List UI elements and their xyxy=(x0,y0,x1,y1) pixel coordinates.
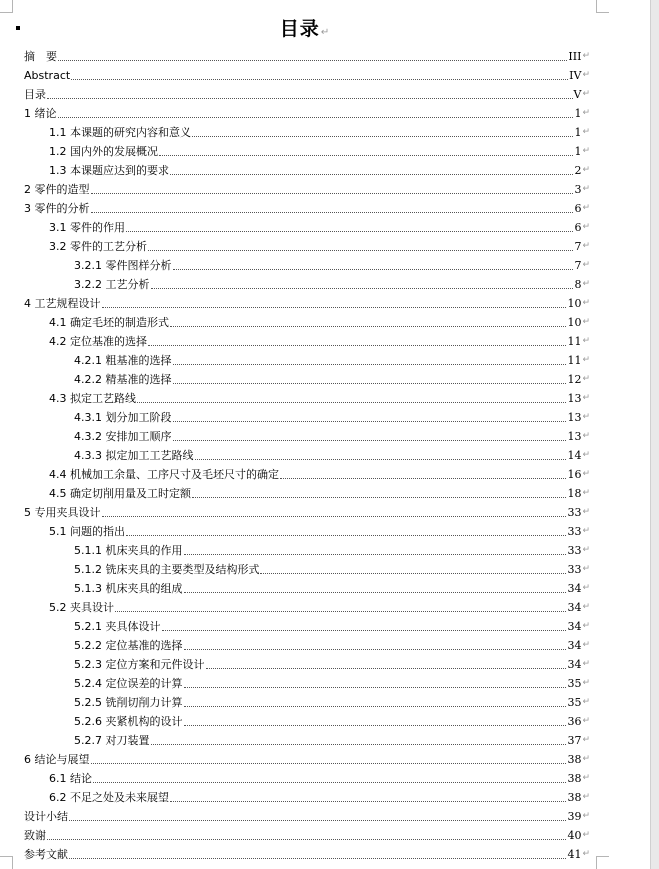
toc-entry[interactable] xyxy=(24,617,590,636)
toc-entry[interactable] xyxy=(24,161,590,180)
toc-dot-leader xyxy=(184,724,567,726)
toc-dot-leader xyxy=(91,211,574,213)
toc-entry[interactable] xyxy=(24,446,590,465)
toc-entry-label[interactable]: 3.2 零件的工艺分析 xyxy=(49,240,147,253)
toc-entry-label[interactable]: 3 零件的分析 xyxy=(24,202,90,215)
toc-entry[interactable] xyxy=(24,389,590,408)
toc-entry[interactable] xyxy=(24,427,590,446)
toc-entry[interactable] xyxy=(24,579,590,598)
toc-dot-leader xyxy=(173,382,567,384)
toc-dot-leader xyxy=(184,591,567,593)
paragraph-mark-icon: ↵ xyxy=(582,431,590,441)
toc-entry[interactable] xyxy=(24,712,590,731)
toc-page-number[interactable]: 33 xyxy=(567,525,582,538)
toc-entry[interactable] xyxy=(24,313,590,332)
toc-page-number[interactable]: 6 xyxy=(574,202,582,215)
toc-page-number[interactable]: 36 xyxy=(567,715,582,728)
toc-dot-leader xyxy=(69,819,566,821)
toc-entry[interactable] xyxy=(24,275,590,294)
toc-entry-label[interactable]: 4.5 确定切削用量及工时定额 xyxy=(49,487,191,500)
toc-page-number[interactable]: 10 xyxy=(567,316,582,329)
toc-dot-leader xyxy=(126,230,573,232)
toc-entry-label[interactable]: 2 零件的造型 xyxy=(24,183,90,196)
toc-page-number[interactable]: 37 xyxy=(567,734,582,747)
toc-entry[interactable] xyxy=(24,522,590,541)
toc-page-number[interactable]: 38 xyxy=(567,753,582,766)
toc-dot-leader xyxy=(47,838,566,840)
toc-entry[interactable] xyxy=(24,294,590,313)
toc-entry-label[interactable]: 5.2.2 定位基准的选择 xyxy=(74,639,183,652)
paragraph-mark-icon: ↵ xyxy=(582,279,590,289)
paragraph-mark-icon: ↵ xyxy=(582,146,590,156)
toc-dot-leader xyxy=(58,116,574,118)
toc-entry-label[interactable]: 5.2.4 定位误差的计算 xyxy=(74,677,183,690)
toc-entry-label[interactable]: 4.3.1 划分加工阶段 xyxy=(74,411,172,424)
toc-entry[interactable] xyxy=(24,332,590,351)
toc-entry[interactable] xyxy=(24,693,590,712)
toc-entry[interactable] xyxy=(24,408,590,427)
toc-entry-label[interactable]: 致谢 xyxy=(24,829,46,842)
toc-dot-leader xyxy=(93,781,566,783)
toc-entry-label[interactable]: 5.2.1 夹具体设计 xyxy=(74,620,161,633)
toc-entry-label[interactable]: 4.2 定位基准的选择 xyxy=(49,335,147,348)
toc-dot-leader xyxy=(173,439,567,441)
toc-page-number[interactable]: 14 xyxy=(567,449,582,462)
toc-dot-leader xyxy=(170,800,566,802)
toc-page-number[interactable]: 33 xyxy=(567,563,582,576)
paragraph-mark-icon: ↵ xyxy=(582,127,590,137)
paragraph-mark-icon: ↵ xyxy=(582,374,590,384)
paragraph-mark-icon: ↵ xyxy=(582,298,590,308)
toc-entry[interactable] xyxy=(24,351,590,370)
toc-page-number[interactable]: 34 xyxy=(567,601,582,614)
toc-page-number[interactable]: III xyxy=(568,50,582,63)
toc-dot-leader xyxy=(126,534,566,536)
toc-entry[interactable] xyxy=(24,541,590,560)
crop-mark-top-left xyxy=(0,0,13,13)
toc-entry[interactable] xyxy=(24,237,590,256)
toc-entry[interactable] xyxy=(24,123,590,142)
toc-dot-leader xyxy=(69,857,566,859)
toc-page-number[interactable]: 34 xyxy=(567,658,582,671)
toc-entry-label[interactable]: 5.1.3 机床夹具的组成 xyxy=(74,582,183,595)
toc-entry[interactable] xyxy=(24,560,590,579)
toc-entry[interactable] xyxy=(24,731,590,750)
toc-dot-leader xyxy=(91,192,574,194)
toc-entry-label[interactable]: 4.2.1 粗基准的选择 xyxy=(74,354,172,367)
toc-entry[interactable] xyxy=(24,503,590,522)
toc-entry-label[interactable]: 5.1 问题的指出 xyxy=(49,525,125,538)
toc-dot-leader xyxy=(137,401,566,403)
paragraph-mark-icon: ↵ xyxy=(582,773,590,783)
toc-entry[interactable] xyxy=(24,807,590,826)
page-title-text[interactable]: 目录 xyxy=(279,18,320,40)
toc-entry-label[interactable]: 4.3.3 拟定加工工艺路线 xyxy=(74,449,194,462)
toc-page-number[interactable]: 2 xyxy=(574,164,582,177)
toc-dot-leader xyxy=(173,420,567,422)
toc-entry-label[interactable]: 5 专用夹具设计 xyxy=(24,506,101,519)
toc-page-number[interactable]: 11 xyxy=(567,335,582,348)
toc-entry-label[interactable]: Abstract xyxy=(24,69,71,82)
paragraph-mark-icon: ↵ xyxy=(582,621,590,631)
toc-page-number[interactable]: 8 xyxy=(574,278,582,291)
toc-dot-leader xyxy=(184,686,567,688)
toc-page-number[interactable]: 16 xyxy=(567,468,582,481)
paragraph-mark-icon: ↵ xyxy=(582,222,590,232)
toc-entry-label[interactable]: 5.2.7 对刀装置 xyxy=(74,734,150,747)
toc-page-number[interactable]: 13 xyxy=(567,411,582,424)
toc-dot-leader xyxy=(173,268,574,270)
toc-page-number[interactable]: 33 xyxy=(567,506,582,519)
toc-page-number[interactable]: 1 xyxy=(574,107,582,120)
toc-dot-leader xyxy=(148,249,573,251)
toc-page-number[interactable]: 39 xyxy=(567,810,582,823)
paragraph-mark-icon: ↵ xyxy=(582,469,590,479)
toc-entry-label[interactable]: 1.3 本课题应达到的要求 xyxy=(49,164,169,177)
toc-entry-label[interactable]: 4 工艺规程设计 xyxy=(24,297,101,310)
crop-mark-top-right xyxy=(596,0,609,13)
paragraph-mark-icon: ↵ xyxy=(320,27,331,38)
paragraph-mark-icon: ↵ xyxy=(582,564,590,574)
toc-dot-leader xyxy=(184,553,567,555)
toc-page-number[interactable]: 7 xyxy=(574,259,582,272)
toc-dot-leader xyxy=(170,325,566,327)
paragraph-mark-icon: ↵ xyxy=(582,317,590,327)
toc-entry-label[interactable]: 6 结论与展望 xyxy=(24,753,90,766)
paragraph-mark-icon: ↵ xyxy=(582,830,590,840)
paragraph-mark-icon: ↵ xyxy=(582,260,590,270)
toc-page-number[interactable]: 41 xyxy=(567,848,582,861)
toc-dot-leader xyxy=(192,135,573,137)
paragraph-mark-icon: ↵ xyxy=(582,716,590,726)
toc-entry[interactable] xyxy=(24,199,590,218)
paragraph-mark-icon: ↵ xyxy=(582,735,590,745)
toc-entry-label[interactable]: 设计小结 xyxy=(24,810,68,823)
paragraph-mark-icon: ↵ xyxy=(582,659,590,669)
paragraph-mark-icon: ↵ xyxy=(582,545,590,555)
paragraph-mark-icon: ↵ xyxy=(582,393,590,403)
toc-dot-leader xyxy=(195,458,567,460)
toc-page-number[interactable]: 3 xyxy=(574,183,582,196)
paragraph-mark-icon: ↵ xyxy=(582,640,590,650)
toc-page-number[interactable]: 38 xyxy=(567,791,582,804)
toc-entry[interactable] xyxy=(24,256,590,275)
toc-entry-label[interactable]: 3.1 零件的作用 xyxy=(49,221,125,234)
crop-mark-bottom-right xyxy=(596,856,609,869)
toc-entry-label[interactable]: 4.3.2 安排加工顺序 xyxy=(74,430,172,443)
toc-entry-label[interactable]: 5.2.3 定位方案和元件设计 xyxy=(74,658,205,671)
toc-entry-label[interactable]: 4.3 拟定工艺路线 xyxy=(49,392,136,405)
toc-page-number[interactable]: 10 xyxy=(567,297,582,310)
toc-entry[interactable] xyxy=(24,750,590,769)
toc-entry[interactable] xyxy=(24,218,590,237)
toc-entry-label[interactable]: 5.1.2 铣床夹具的主要类型及结构形式 xyxy=(74,563,260,576)
toc-entry[interactable] xyxy=(24,484,590,503)
toc-entry-label[interactable]: 3.2.1 零件图样分析 xyxy=(74,259,172,272)
paragraph-mark-icon: ↵ xyxy=(582,849,590,859)
paragraph-mark-icon: ↵ xyxy=(582,184,590,194)
toc-dot-leader xyxy=(91,762,567,764)
toc-dot-leader xyxy=(162,629,567,631)
toc-entry[interactable] xyxy=(24,66,590,85)
toc-entry[interactable] xyxy=(24,180,590,199)
toc-page-number[interactable]: 12 xyxy=(567,373,582,386)
page-gutter[interactable] xyxy=(650,0,659,869)
paragraph-mark-icon: ↵ xyxy=(582,792,590,802)
toc-entry-label[interactable]: 4.2.2 精基准的选择 xyxy=(74,373,172,386)
paragraph-mark-icon: ↵ xyxy=(582,450,590,460)
toc-dot-leader xyxy=(173,363,567,365)
toc-entry-label[interactable]: 4.4 机械加工余量、工序尺寸及毛坯尺寸的确定 xyxy=(49,468,279,481)
toc-entry[interactable] xyxy=(24,788,590,807)
toc-page-number[interactable]: 18 xyxy=(567,487,582,500)
paragraph-mark-icon: ↵ xyxy=(582,203,590,213)
toc-dot-leader xyxy=(151,287,574,289)
toc-dot-leader xyxy=(260,572,566,574)
toc-entry-label[interactable]: 1.1 本课题的研究内容和意义 xyxy=(49,126,191,139)
toc-page-number[interactable]: 1 xyxy=(574,145,582,158)
toc-entry-label[interactable]: 摘 要 xyxy=(24,50,57,63)
paragraph-mark-icon: ↵ xyxy=(582,51,590,61)
toc-dot-leader xyxy=(170,173,573,175)
paragraph-mark-icon: ↵ xyxy=(582,165,590,175)
paragraph-mark-icon: ↵ xyxy=(582,754,590,764)
toc-dot-leader xyxy=(280,477,566,479)
toc-dot-leader xyxy=(115,610,566,612)
paragraph-mark-icon: ↵ xyxy=(582,70,590,80)
paragraph-mark-icon: ↵ xyxy=(582,336,590,346)
toc-dot-leader xyxy=(102,515,567,517)
paragraph-mark-icon: ↵ xyxy=(582,526,590,536)
toc-entry-label[interactable]: 5.2.6 夹紧机构的设计 xyxy=(74,715,183,728)
toc-entry[interactable] xyxy=(24,674,590,693)
toc-dot-leader xyxy=(206,667,567,669)
toc-page-number[interactable]: IV xyxy=(569,69,582,82)
toc-page-number[interactable]: 7 xyxy=(574,240,582,253)
toc-entry-label[interactable]: 4.1 确定毛坯的制造形式 xyxy=(49,316,169,329)
toc-dot-leader xyxy=(102,306,567,308)
toc-entry[interactable] xyxy=(24,655,590,674)
toc-page-number[interactable]: 11 xyxy=(567,354,582,367)
toc-page-number[interactable]: 13 xyxy=(567,392,582,405)
toc-entry[interactable] xyxy=(24,370,590,389)
paragraph-mark-icon: ↵ xyxy=(582,811,590,821)
toc-entry-label[interactable]: 5.2.5 铣削切削力计算 xyxy=(74,696,183,709)
toc-page-number[interactable]: 40 xyxy=(567,829,582,842)
toc-entry[interactable] xyxy=(24,465,590,484)
toc-dot-leader xyxy=(184,648,567,650)
toc-page-number[interactable]: 34 xyxy=(567,620,582,633)
paragraph-mark-icon: ↵ xyxy=(582,697,590,707)
toc-dot-leader xyxy=(184,705,567,707)
crop-mark-bottom-left xyxy=(0,856,13,869)
toc-page-number[interactable]: 35 xyxy=(567,677,582,690)
toc-dot-leader xyxy=(47,97,573,99)
paragraph-mark-icon: ↵ xyxy=(582,583,590,593)
paragraph-mark-icon: ↵ xyxy=(582,602,590,612)
table-of-contents xyxy=(24,47,590,864)
toc-page-number[interactable]: 1 xyxy=(574,126,582,139)
toc-entry[interactable] xyxy=(24,104,590,123)
toc-entry[interactable] xyxy=(24,47,590,66)
toc-dot-leader xyxy=(192,496,566,498)
toc-entry[interactable] xyxy=(24,636,590,655)
page-title[interactable] xyxy=(0,14,610,41)
toc-dot-leader xyxy=(151,743,567,745)
toc-entry-label[interactable]: 5.2 夹具设计 xyxy=(49,601,114,614)
paragraph-mark-icon: ↵ xyxy=(582,108,590,118)
toc-page-number[interactable]: 34 xyxy=(567,639,582,652)
toc-page-number[interactable]: 33 xyxy=(567,544,582,557)
toc-entry-label[interactable]: 6.2 不足之处及未来展望 xyxy=(49,791,169,804)
paragraph-mark-icon: ↵ xyxy=(582,507,590,517)
toc-page-number[interactable]: 35 xyxy=(567,696,582,709)
toc-entry[interactable] xyxy=(24,142,590,161)
toc-entry[interactable] xyxy=(24,826,590,845)
toc-page-number[interactable]: V xyxy=(573,88,582,101)
toc-page-number[interactable]: 13 xyxy=(567,430,582,443)
toc-entry-label[interactable]: 5.1.1 机床夹具的作用 xyxy=(74,544,183,557)
paragraph-mark-icon: ↵ xyxy=(582,241,590,251)
toc-entry-label[interactable]: 1.2 国内外的发展概况 xyxy=(49,145,158,158)
toc-page-number[interactable]: 38 xyxy=(567,772,582,785)
toc-entry-label[interactable]: 3.2.2 工艺分析 xyxy=(74,278,150,291)
toc-entry-label[interactable]: 6.1 结论 xyxy=(49,772,92,785)
toc-dot-leader xyxy=(159,154,573,156)
toc-entry[interactable] xyxy=(24,85,590,104)
toc-entry[interactable] xyxy=(24,845,590,864)
toc-entry-label[interactable]: 1 绪论 xyxy=(24,107,57,120)
toc-page-number[interactable]: 6 xyxy=(574,221,582,234)
toc-entry-label[interactable]: 目录 xyxy=(24,88,46,101)
paragraph-mark-icon: ↵ xyxy=(582,488,590,498)
paragraph-mark-icon: ↵ xyxy=(582,412,590,422)
toc-entry[interactable] xyxy=(24,769,590,788)
toc-entry-label[interactable]: 参考文献 xyxy=(24,848,68,861)
paragraph-mark-icon: ↵ xyxy=(582,678,590,688)
toc-dot-leader xyxy=(58,59,567,61)
paragraph-mark-icon: ↵ xyxy=(582,355,590,365)
paragraph-mark-icon: ↵ xyxy=(582,89,590,99)
toc-dot-leader xyxy=(148,344,566,346)
toc-page-number[interactable]: 34 xyxy=(567,582,582,595)
toc-entry[interactable] xyxy=(24,598,590,617)
toc-dot-leader xyxy=(71,78,568,80)
